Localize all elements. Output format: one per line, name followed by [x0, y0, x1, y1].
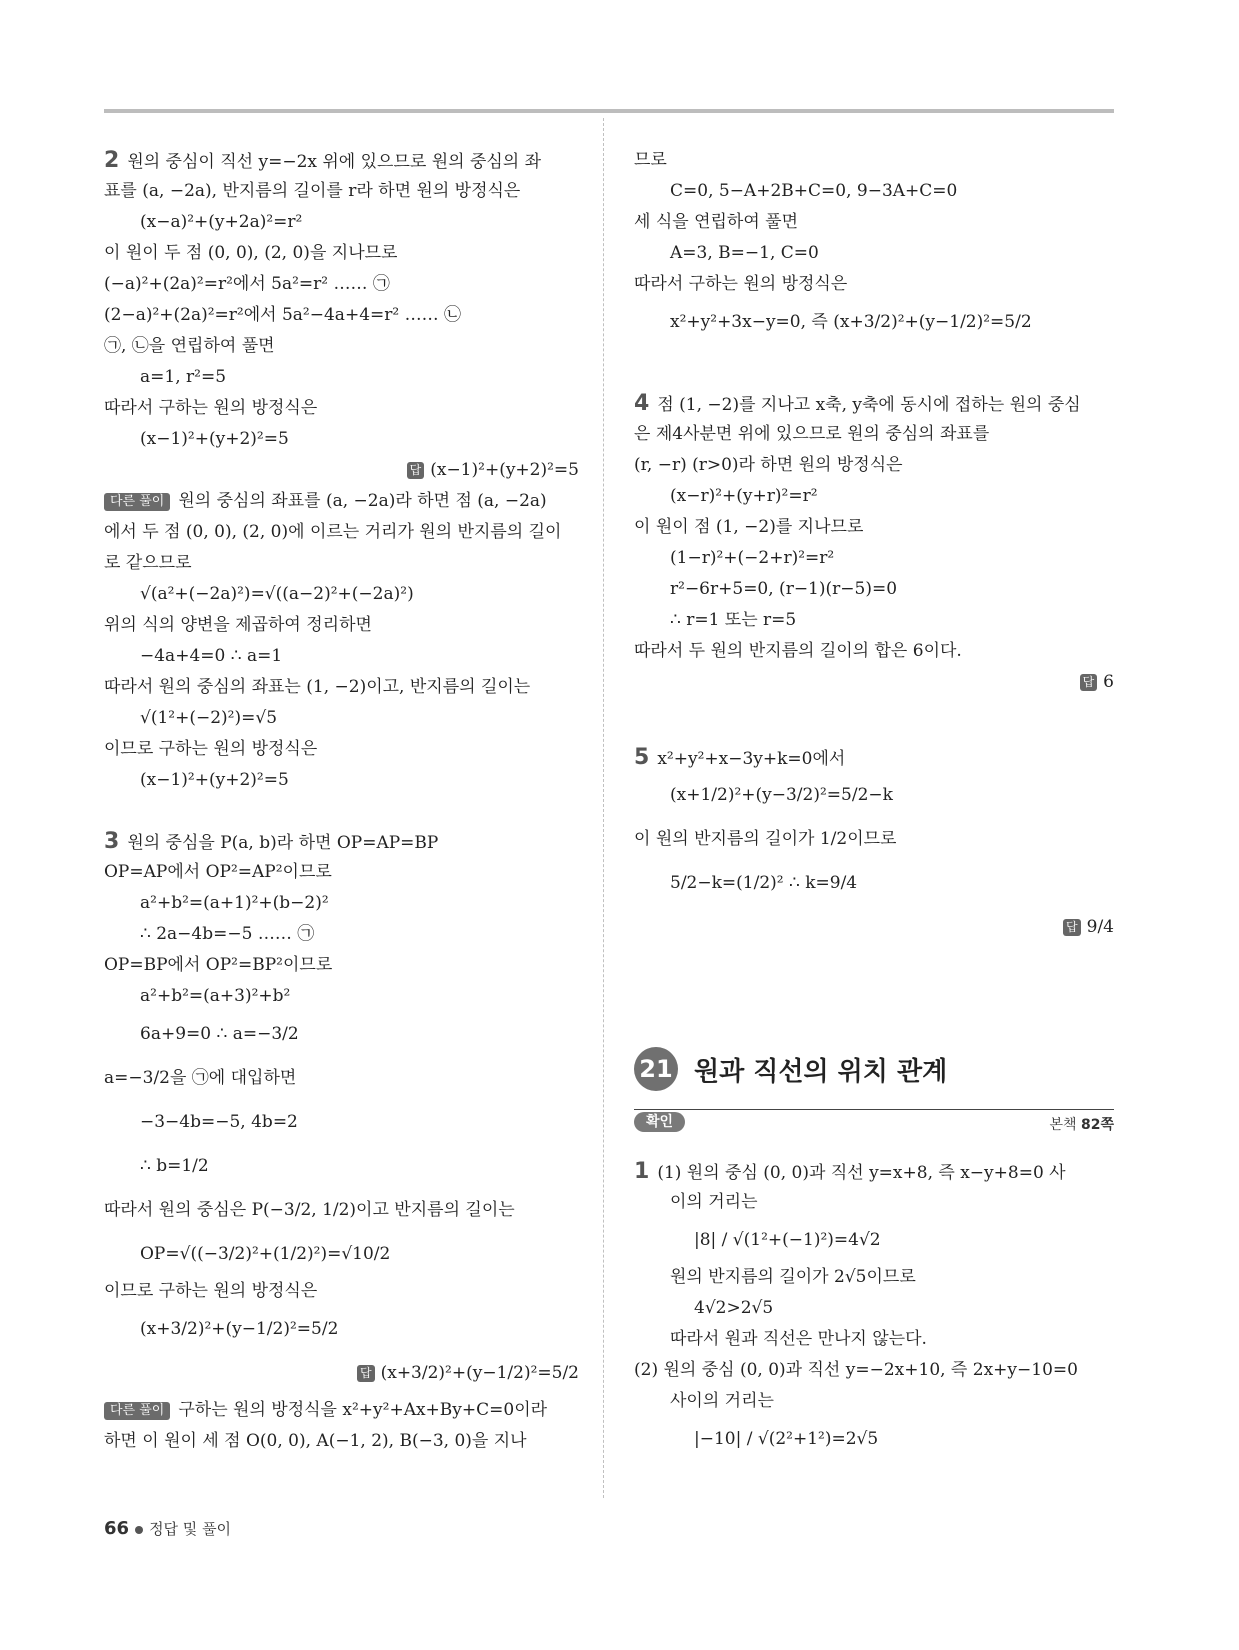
text-line: OP=BP에서 OP²=BP²이므로: [104, 955, 333, 975]
section-title: 원과 직선의 위치 관계: [694, 1056, 948, 1087]
answer-line: [104, 455, 579, 486]
alt-solution-line: [104, 1395, 579, 1426]
top-rule: [104, 109, 1114, 113]
equation: a²+b²=(a+3)²+b²: [140, 986, 291, 1006]
text-line: 따라서 원과 직선은 만나지 않는다.: [670, 1329, 927, 1349]
answer-line: [634, 667, 1114, 698]
answer-text: (x−1)²+(y+2)²=5: [430, 460, 579, 480]
column-divider: [603, 118, 604, 1498]
equation: √(1²+(−2)²)=√5: [140, 708, 278, 728]
page-reference-prefix: 본책: [1049, 1117, 1081, 1133]
text-line: 따라서 구하는 원의 방정식은: [634, 274, 848, 294]
problem-number: 4: [634, 391, 650, 416]
equation: ∴ b=1/2: [140, 1156, 209, 1176]
answer-line: [104, 1351, 579, 1395]
section-number: 21: [634, 1047, 678, 1091]
equation: a²+b²=(a+1)²+(b−2)²: [140, 893, 329, 913]
text-line: 세 식을 연립하여 풀면: [634, 212, 799, 232]
equation: (x−1)²+(y+2)²=5: [140, 770, 289, 790]
answer-badge: 답: [1063, 919, 1081, 936]
text-line: a=−3/2을 ㉠에 대입하면: [104, 1068, 297, 1088]
equation: −4a+4=0 ∴ a=1: [140, 646, 283, 666]
text-line: (1) 원의 중심 (0, 0)과 직선 y=x+8, 즉 x−y+8=0 사: [657, 1163, 1066, 1183]
question-1-line: [634, 1156, 1114, 1187]
answer-badge: 답: [1080, 674, 1098, 691]
alt-solution-badge: 다른 풀이: [104, 1402, 170, 1420]
text-line: 이 원이 점 (1, −2)를 지나므로: [634, 517, 864, 537]
left-column: [104, 145, 579, 1457]
text-line: 이므로 구하는 원의 방정식은: [104, 739, 318, 759]
text-line: 원의 중심의 좌표를 (a, −2a)라 하면 점 (a, −2a): [178, 491, 547, 511]
text-line: 따라서 구하는 원의 방정식은: [104, 398, 318, 418]
text-line: 따라서 두 원의 반지름의 길이의 합은 6이다.: [634, 641, 962, 661]
text-line: 구하는 원의 방정식을 x²+y²+Ax+By+C=0이라: [178, 1400, 548, 1420]
equation: (x−a)²+(y+2a)²=r²: [140, 212, 303, 232]
check-row: [634, 1109, 1114, 1140]
text-line: 이 원의 반지름의 길이가 1/2이므로: [634, 829, 897, 849]
equation: (x+1/2)²+(y−3/2)²=5/2−k: [670, 785, 893, 805]
equation: (1−r)²+(−2+r)²=r²: [670, 548, 835, 568]
equation: (x−r)²+(y+r)²=r²: [670, 486, 818, 506]
equation: (x−1)²+(y+2)²=5: [140, 429, 289, 449]
equation: ∴ 2a−4b=−5 …… ㉠: [140, 924, 315, 944]
problem-number: 5: [634, 745, 650, 770]
text-line: 이므로 구하는 원의 방정식은: [104, 1281, 318, 1301]
problem-number: 3: [104, 829, 120, 854]
equation: 4√2>2√5: [694, 1298, 774, 1318]
page-footer: [104, 1518, 231, 1539]
text-line: 원의 중심이 직선 y=−2x 위에 있으므로 원의 중심의 좌: [127, 152, 542, 172]
text-line: (2) 원의 중심 (0, 0)과 직선 y=−2x+10, 즉 2x+y−10=0: [634, 1360, 1078, 1380]
alt-solution-badge: 다른 풀이: [104, 493, 170, 511]
footer-dot-icon: [135, 1526, 143, 1534]
page-number: 66: [104, 1518, 130, 1539]
answer-text: (x+3/2)²+(y−1/2)²=5/2: [380, 1363, 579, 1383]
equation: |−10| / √(2²+1²)=2√5: [694, 1429, 879, 1449]
equation: (−a)²+(2a)²=r²에서 5a²=r² …… ㉠: [104, 274, 390, 294]
equation: x²+y²+3x−y=0, 즉 (x+3/2)²+(y−1/2)²=5/2: [670, 312, 1032, 332]
problem-3-line: [104, 826, 579, 857]
text-line: 따라서 원의 중심의 좌표는 (1, −2)이고, 반지름의 길이는: [104, 677, 531, 697]
answer-line: [634, 905, 1114, 949]
text-line: 위의 식의 양변을 제곱하여 정리하면: [104, 615, 372, 635]
equation: 5/2−k=(1/2)² ∴ k=9/4: [670, 873, 858, 893]
right-column: [634, 145, 1114, 1461]
answer-text: 6: [1103, 672, 1114, 692]
text-line: 점 (1, −2)를 지나고 x축, y축에 동시에 접하는 원의 중심: [657, 395, 1081, 415]
answer-text: 9/4: [1086, 917, 1114, 937]
page-reference: [1049, 1114, 1114, 1134]
text-line: 표를 (a, −2a), 반지름의 길이를 r라 하면 원의 방정식은: [104, 181, 521, 201]
text-line: ㉠, ㉡을 연립하여 풀면: [104, 336, 275, 356]
alt-solution-line: [104, 486, 579, 517]
answer-badge: 답: [407, 462, 425, 479]
text-line: OP=AP에서 OP²=AP²이므로: [104, 862, 332, 882]
equation: (2−a)²+(2a)²=r²에서 5a²−4a+4=r² …… ㉡: [104, 305, 461, 325]
text-line: 원의 중심을 P(a, b)라 하면 OP=AP=BP: [127, 833, 439, 853]
equation: √(a²+(−2a)²)=√((a−2)²+(−2a)²): [140, 584, 414, 604]
problem-2-line: [104, 145, 579, 176]
check-label: 확인: [634, 1112, 685, 1132]
problem-5-line: [634, 742, 1114, 773]
text-line: 원의 반지름의 길이가 2√5이므로: [670, 1267, 916, 1287]
equation: a=1, r²=5: [140, 367, 227, 387]
equation: OP=√((−3/2)²+(1/2)²)=√10/2: [140, 1244, 391, 1264]
problem-number: 2: [104, 148, 120, 173]
problem-4-line: [634, 388, 1114, 419]
equation: C=0, 5−A+2B+C=0, 9−3A+C=0: [670, 181, 958, 201]
equation: 6a+9=0 ∴ a=−3/2: [140, 1024, 299, 1044]
equation: (x+3/2)²+(y−1/2)²=5/2: [140, 1319, 339, 1339]
text-line: x²+y²+x−3y+k=0에서: [657, 749, 846, 769]
section-header: [634, 1043, 1114, 1095]
text-line: 므로: [634, 150, 667, 170]
text-line: 이 원이 두 점 (0, 0), (2, 0)을 지나므로: [104, 243, 398, 263]
text-line: 에서 두 점 (0, 0), (2, 0)에 이르는 거리가 원의 반지름의 길이: [104, 522, 562, 542]
footer-label: 정답 및 풀이: [149, 1520, 232, 1538]
text-line: 이의 거리는: [670, 1192, 758, 1212]
text-line: 따라서 원의 중심은 P(−3/2, 1/2)이고 반지름의 길이는: [104, 1200, 515, 1220]
equation: −3−4b=−5, 4b=2: [140, 1112, 298, 1132]
equation: r²−6r+5=0, (r−1)(r−5)=0: [670, 579, 898, 599]
text-line: 하면 이 원이 세 점 O(0, 0), A(−1, 2), B(−3, 0)을 지나: [104, 1431, 527, 1451]
equation: A=3, B=−1, C=0: [670, 243, 819, 263]
text-line: 로 같으므로: [104, 553, 192, 573]
page-reference-page: 82쪽: [1080, 1117, 1114, 1133]
text-line: 은 제4사분면 위에 있으므로 원의 중심의 좌표를: [634, 424, 990, 444]
text-line: 사이의 거리는: [670, 1391, 774, 1411]
text-line: (r, −r) (r>0)라 하면 원의 방정식은: [634, 455, 903, 475]
problem-number: 1: [634, 1159, 650, 1184]
equation: |8| / √(1²+(−1)²)=4√2: [694, 1230, 881, 1250]
equation: ∴ r=1 또는 r=5: [670, 610, 797, 630]
answer-badge: 답: [357, 1365, 375, 1382]
